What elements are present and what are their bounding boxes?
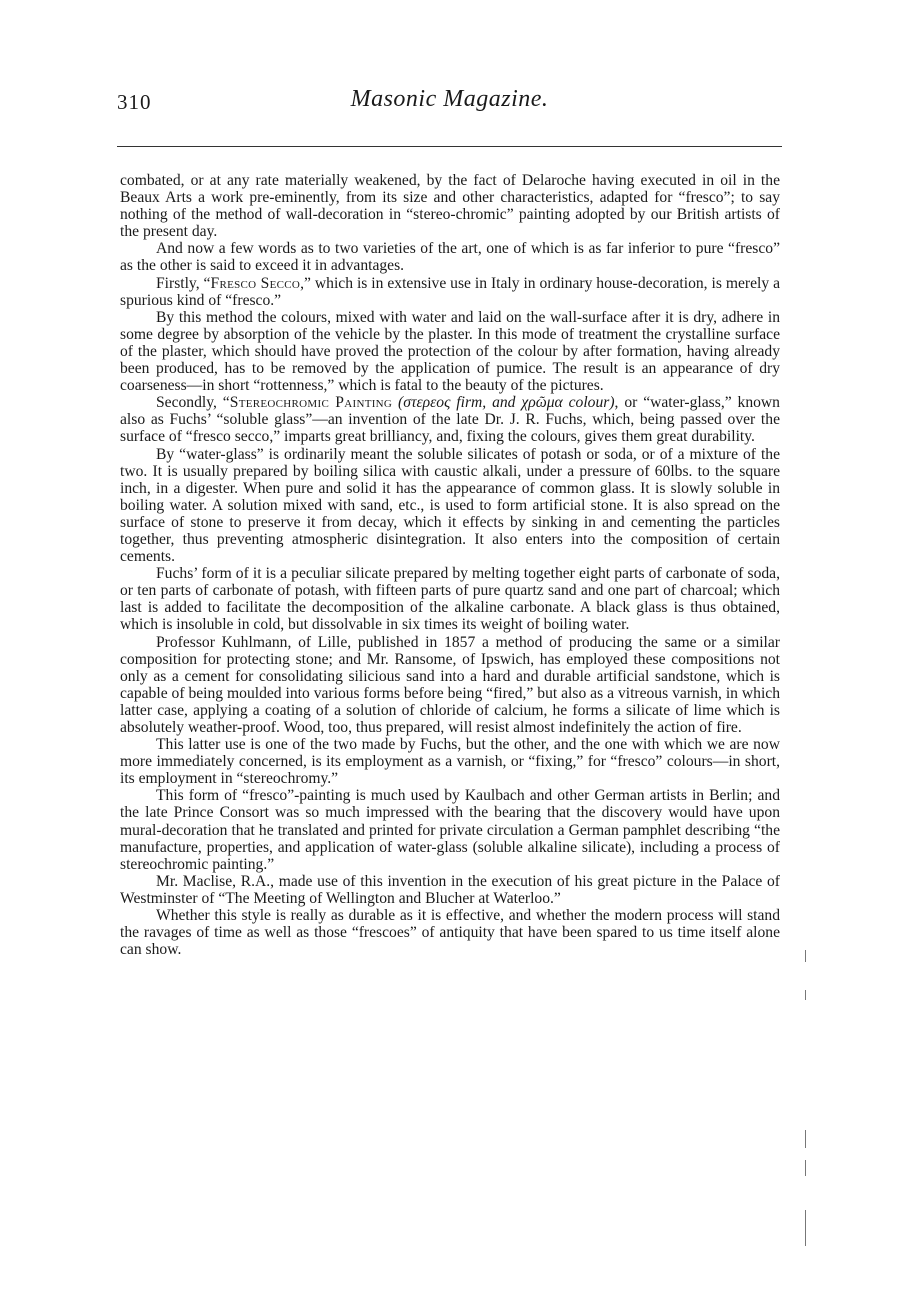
- margin-mark: [805, 1130, 806, 1148]
- page-number: 310: [117, 90, 152, 114]
- article-body: [120, 172, 780, 958]
- paragraph: combated, or at any rate materially weakened, by the fact of Delaroche having executed in oil in the Beaux Arts a work pre-eminently, from its size and other characteristics, adapted for “fresco”; to say nothing of the method of wall-decoration in “stereo-chromic” painting adopted by our British artists of the present day.: [120, 172, 780, 241]
- paragraph: Professor Kuhlmann, of Lille, published in 1857 a method of producing the same or a similar composition for protecting stone; and Mr. Ransome, of Ipswich, has employed these compositions not only as a cement for consolidating silicious sand into a hard and durable artificial sandstone, which is capable of being moulded into various forms before being “fired,” but also as a vitreous varnish, in which latter case, applying a coating of a solution of chloride of calcium, he forms a silicate of lime which is absolutely weather-proof. Wood, too, thus prepared, will resist almost indefinitely the action of fire.: [120, 633, 780, 736]
- paragraph-rest: , or “water-glass,” known also as Fuchs’ “soluble glass”—an invention of the late Dr. J. R. Fuchs, which, being passed over the surface of “fresco secco,” imparts great brilliancy, and, fixing the colours, gives them great durability.: [120, 394, 780, 446]
- paragraph: By “water-glass” is ordinarily meant the soluble silicates of potash or soda, or of a mixture of the two. It is usually prepared by boiling silica with caustic alkali, under a pressure of 60lbs. to the square inch, in a digester. When pure and solid it has the appearance of common glass. It is slowly soluble in boiling water. A solution mixed with sand, etc., is used to form artificial stone. It is also spread on the surface of stone to preserve it from decay, which it effects by sinking in and cementing the particles together, thus preventing atmospheric disintegration. It also enters into the composition of certain cements.: [120, 445, 780, 566]
- greek-etymology: (στερεος firm, and χρῶμα colour): [392, 394, 615, 412]
- header-rule: [117, 146, 782, 147]
- margin-mark: [805, 1160, 806, 1176]
- paragraph-lead: Firstly, “: [156, 274, 211, 292]
- paragraph: Fuchs’ form of it is a peculiar silicate prepared by melting together eight parts of carbonate of soda, or ten parts of carbonate of potash, with fifteen parts of pure quartz sand and one part of charcoal; which last is added to facilitate the decomposition of the alkaline carbonate. A black glass is thus obtained, which is insoluble in cold, but dissolvable in six times its weight of boiling water.: [120, 565, 780, 634]
- paragraph: This form of “fresco”-painting is much used by Kaulbach and other German artists in Berlin; and the late Prince Consort was so much impressed with the bearing that the discovery would have upon mural-decoration that he translated and printed for private circulation a German pamphlet describing “the manufacture, properties, and application of water-glass (soluble alkaline silicate), including a process of stereochromic painting.”: [120, 787, 780, 873]
- margin-mark: [805, 1210, 806, 1246]
- paragraph: [120, 394, 780, 445]
- small-caps-term: Stereochromic Painting: [229, 394, 393, 412]
- margin-mark: [805, 990, 806, 1000]
- paragraph: Mr. Maclise, R.A., made use of this invention in the execution of his great picture in the Palace of Westminster of “The Meeting of Wellington and Blucher at Waterloo.”: [120, 872, 780, 907]
- paragraph-rest: ,” which is in extensive use in Italy in ordinary house-decoration, is merely a spurious kind of “fresco.”: [120, 274, 781, 309]
- paragraph: By this method the colours, mixed with water and laid on the wall-surface after it is dry, adhere in some degree by absorption of the vehicle by the plaster. In this mode of treatment the crystalline surface of the plaster, which should have proved the protection of the colour by after formation, having already been produced, has to be removed by the application of pumice. The result is an appearance of dry coarseness—in short “rottenness,” which is fatal to the beauty of the pictures.: [120, 308, 780, 395]
- paragraph: This latter use is one of the two made by Fuchs, but the other, and the one with which we are now more immediately concerned, is its employment as a varnish, or “fixing,” for “fresco” colours—in short, its employment in “stereochromy.”: [120, 736, 780, 788]
- paragraph: [120, 275, 780, 309]
- margin-mark: [805, 950, 806, 962]
- paragraph-lead: Secondly, “: [156, 394, 230, 412]
- small-caps-term: Fresco Secco: [210, 274, 301, 292]
- paragraph: Whether this style is really as durable as it is effective, and whether the modern process will stand the ravages of time as well as those “frescoes” of antiquity that have been spared to us time itself alone can show.: [120, 907, 780, 959]
- paragraph: And now a few words as to two varieties of the art, one of which is as far inferior to pure “fresco” as the other is said to exceed it in advantages.: [120, 240, 780, 275]
- running-title: Masonic Magazine.: [350, 86, 549, 112]
- page-header: [117, 84, 782, 124]
